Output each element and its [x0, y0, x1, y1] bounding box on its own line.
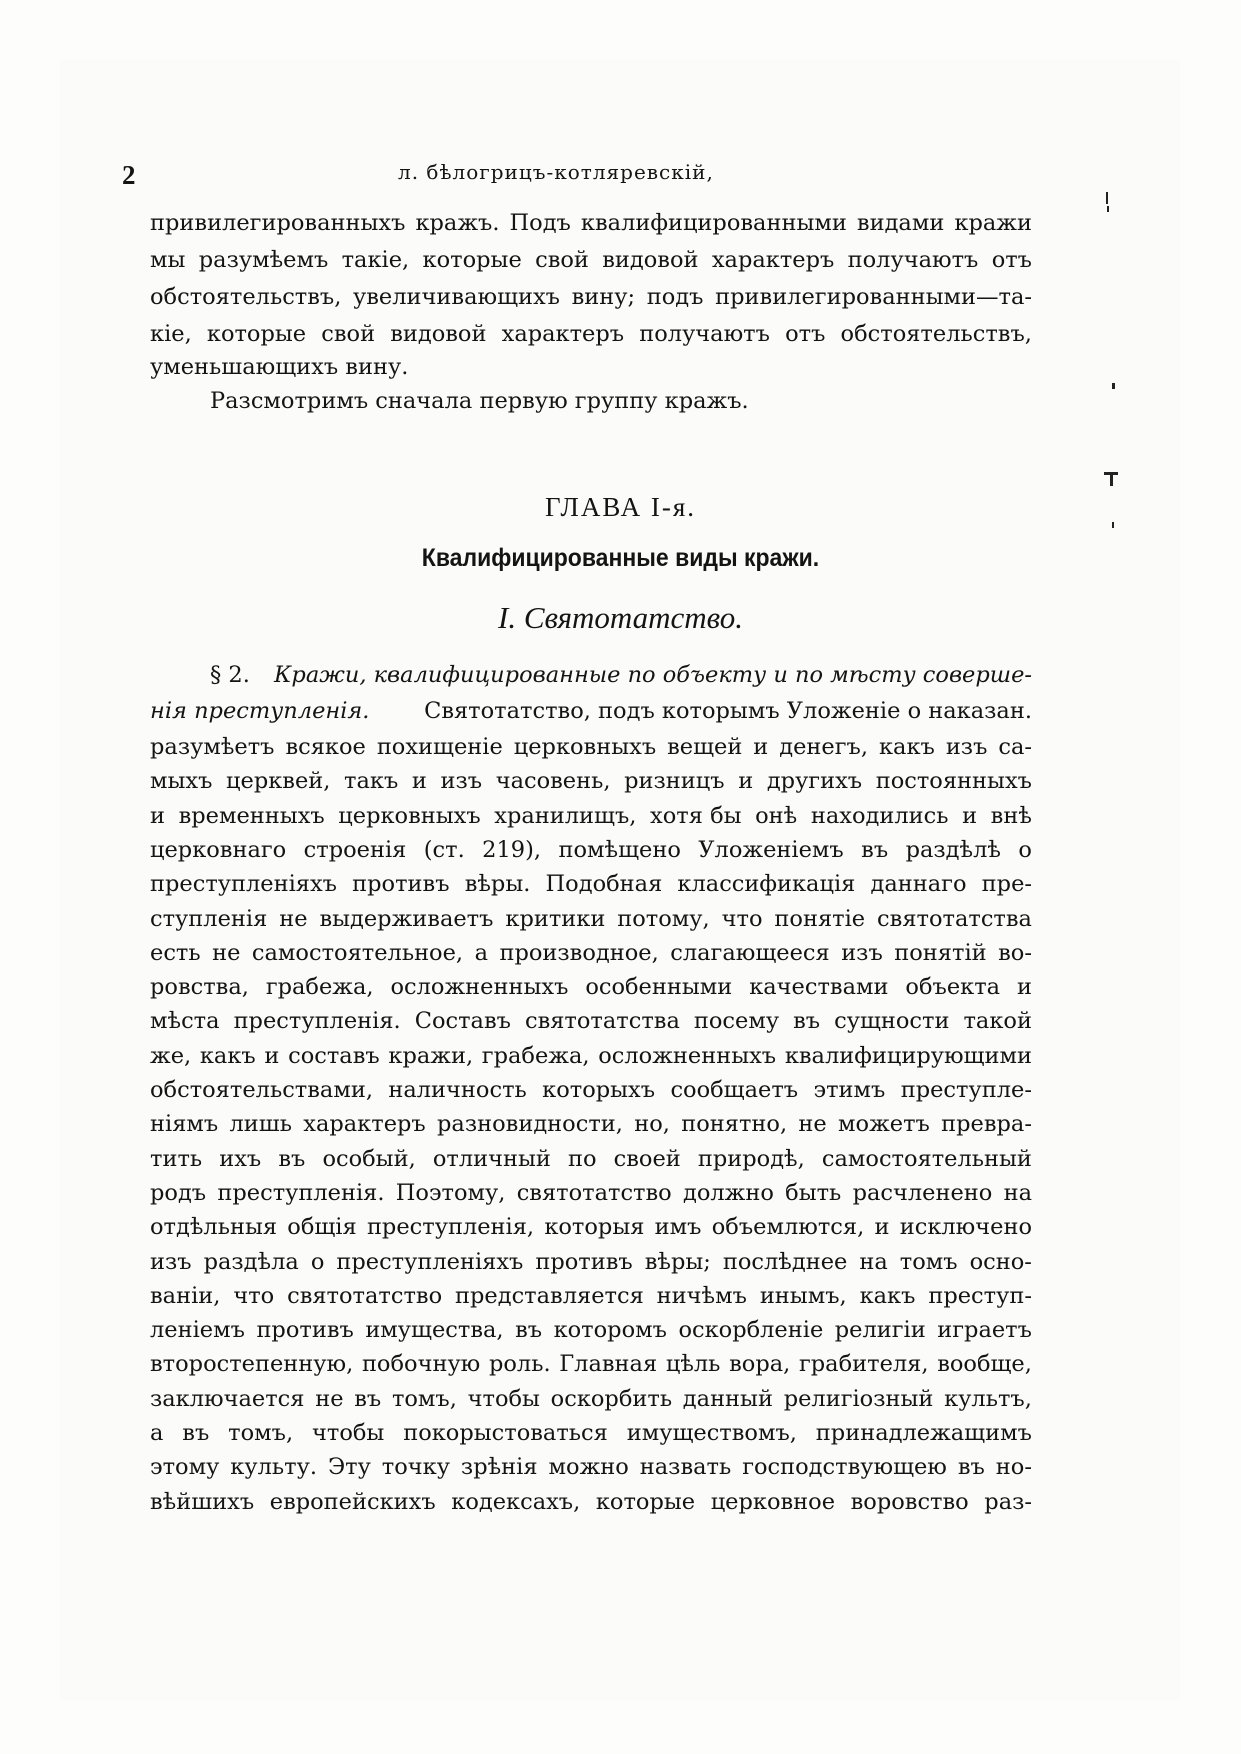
word: изъ: [440, 768, 483, 794]
word: понятно,: [681, 1111, 788, 1137]
word: Подобная: [545, 871, 663, 897]
word: видовой: [390, 321, 487, 347]
word: обстоятельствами,: [150, 1077, 373, 1103]
paragraph-line: [150, 1281, 1032, 1311]
word: религіозный: [783, 1386, 934, 1412]
word: наличность: [388, 1077, 527, 1103]
word: са-: [998, 734, 1032, 760]
section-sign: § 2.: [210, 662, 250, 688]
word: господствующею: [742, 1454, 947, 1480]
word: разумѣетъ: [150, 734, 275, 760]
word: религіи: [834, 1317, 926, 1343]
word: преступленія,: [366, 1214, 535, 1240]
word: отъ: [991, 247, 1032, 273]
word: характеръ: [711, 247, 835, 273]
word: денегъ,: [779, 734, 869, 760]
paragraph-line: [150, 1315, 1032, 1345]
word: выдерживаетъ: [319, 906, 494, 932]
word: ризницъ: [624, 768, 725, 794]
word: святотатство: [516, 1180, 672, 1206]
word: раз-: [984, 1489, 1032, 1515]
word: раздѣла: [203, 1249, 299, 1275]
word: своей: [613, 1146, 681, 1172]
word: не: [279, 906, 308, 932]
word: разумѣемъ: [198, 247, 329, 273]
word: и: [738, 768, 754, 794]
chapter-heading: ГЛАВА І-я.: [544, 492, 697, 522]
word: кіе,: [150, 321, 192, 347]
word: привилегированныхъ: [150, 210, 406, 236]
word: качествами: [749, 974, 889, 1000]
word: получаютъ: [847, 247, 979, 273]
word: ваніи,: [150, 1283, 221, 1309]
word: такой: [963, 1008, 1032, 1034]
word: которыхъ: [542, 1077, 656, 1103]
word: часовень,: [495, 768, 611, 794]
word: но-: [995, 1454, 1032, 1480]
word: Эту: [327, 1454, 371, 1480]
word: можетъ: [838, 1111, 930, 1137]
word: особый,: [322, 1146, 416, 1172]
intro-closing-line: Разсмотримъ сначала первую группу кражъ.: [210, 388, 749, 414]
word: въ: [793, 1008, 821, 1034]
paragraph-second-line-text: Святотатство, подъ которымъ Уложеніе о наказан.: [424, 698, 1032, 724]
word: обстоятельствъ,: [150, 284, 342, 310]
word: какъ: [878, 734, 935, 760]
word: ничѣмъ: [656, 1283, 747, 1309]
word: можно: [548, 1454, 629, 1480]
word: подъ: [646, 284, 704, 310]
paragraph-line: [150, 938, 1032, 968]
word: видами: [856, 210, 945, 236]
word: осно-: [969, 1249, 1032, 1275]
word: томъ: [899, 1249, 958, 1275]
word: преступленіяхъ: [150, 871, 337, 897]
word: а: [150, 1420, 164, 1446]
word: представляется: [455, 1283, 644, 1309]
paragraph-line: [150, 1384, 1032, 1414]
word: самостоятельный: [821, 1146, 1032, 1172]
word: ихъ: [219, 1146, 262, 1172]
word: какъ: [199, 1043, 256, 1069]
word: вину;: [571, 284, 636, 310]
word: и: [962, 803, 978, 829]
word: и: [150, 803, 165, 829]
word: имуществомъ,: [626, 1420, 797, 1446]
word: покорыстоваться: [403, 1420, 608, 1446]
word: этому: [150, 1454, 220, 1480]
word: тить: [150, 1146, 203, 1172]
word: и: [1016, 974, 1032, 1000]
word: 219),: [482, 837, 542, 863]
word: онѣ: [755, 803, 798, 829]
word: на: [1003, 1180, 1032, 1206]
intro-line: уменьшающихъ вину.: [150, 354, 409, 380]
word: которые: [206, 321, 307, 347]
word: осложненныхъ: [390, 974, 569, 1000]
margin-speck: [1112, 522, 1114, 528]
intro-line: [150, 245, 1032, 275]
paragraph-first-line: [210, 660, 1032, 690]
word: роль.: [488, 1351, 551, 1377]
word: квалифицирующими: [784, 1043, 1032, 1069]
word: слагающееся: [670, 940, 830, 966]
word: другихъ: [766, 768, 863, 794]
word: инымъ,: [759, 1283, 847, 1309]
word: изъ: [841, 940, 883, 966]
word: леніемъ: [150, 1317, 245, 1343]
paragraph-rubric-end: нія преступленія.: [150, 698, 370, 724]
word: въ: [957, 1454, 985, 1480]
word: находились: [810, 803, 949, 829]
word: въ: [861, 837, 889, 863]
word: производное,: [499, 940, 659, 966]
word: помѣщено: [558, 837, 681, 863]
paragraph-rubric: Кражи, квалифицированные по объекту и по мѣсту соверше-: [274, 662, 1032, 688]
word: быть: [785, 1180, 842, 1206]
word: культъ,: [944, 1386, 1032, 1412]
word: церковныхъ: [338, 803, 481, 829]
word: исключено: [899, 1214, 1032, 1240]
word: въ: [182, 1420, 210, 1446]
word: послѣднее: [722, 1249, 848, 1275]
word: что: [721, 906, 763, 932]
word: Главная: [559, 1351, 658, 1377]
paragraph-line: [150, 1075, 1032, 1105]
word: увеличивающихъ: [353, 284, 560, 310]
word: такіе,: [341, 247, 410, 273]
word: же,: [150, 1043, 192, 1069]
word: сообщаетъ: [670, 1077, 799, 1103]
word: какъ: [859, 1283, 916, 1309]
word: играетъ: [937, 1317, 1032, 1343]
paragraph-line: [150, 835, 1032, 865]
word: похищеніе: [376, 734, 503, 760]
word: такъ: [344, 768, 399, 794]
word: получаютъ: [639, 321, 770, 347]
word: кодексахъ,: [451, 1489, 581, 1515]
paragraph-line: [150, 1452, 1032, 1482]
word: но,: [634, 1111, 670, 1137]
word: природѣ,: [697, 1146, 805, 1172]
section-title: I. Святотатство.: [498, 600, 743, 635]
word: грабежа,: [265, 974, 374, 1000]
word: видовой: [602, 247, 699, 273]
word: культу.: [230, 1454, 317, 1480]
word: понятій: [894, 940, 987, 966]
word: есть: [150, 940, 201, 966]
word: свой: [321, 321, 376, 347]
word: что: [233, 1283, 275, 1309]
word: хотя бы: [650, 803, 742, 829]
word: о: [310, 1249, 325, 1275]
word: Уложеніемъ: [698, 837, 844, 863]
word: разновидности,: [437, 1111, 623, 1137]
word: изъ: [945, 734, 988, 760]
word: церковнаго: [150, 837, 287, 863]
margin-speck: [1107, 206, 1109, 212]
word: расчленено: [852, 1180, 993, 1206]
word: потому,: [617, 906, 710, 932]
word: внѣ: [990, 803, 1032, 829]
word: квалифицированными: [580, 210, 847, 236]
word: церквей,: [226, 768, 331, 794]
intro-line: [150, 282, 1032, 312]
word: этимъ: [813, 1077, 886, 1103]
paragraph-line: [150, 766, 1032, 796]
word: родъ: [150, 1180, 207, 1206]
paragraph-line: [150, 1006, 1032, 1036]
paragraph-line: [150, 1349, 1032, 1379]
word: отличный: [432, 1146, 551, 1172]
paragraph-line: [150, 1418, 1032, 1448]
word: противъ: [352, 871, 450, 897]
word: церковное: [710, 1489, 836, 1515]
word: цѣль: [665, 1351, 721, 1377]
margin-speck: [1106, 192, 1108, 204]
word: томъ,: [228, 1420, 294, 1446]
word: а: [474, 940, 488, 966]
word: которыя: [544, 1214, 645, 1240]
word: осложненныхъ: [598, 1043, 777, 1069]
paragraph-line: [150, 972, 1032, 1002]
word: чтобы: [467, 1386, 540, 1412]
margin-speck: [1112, 383, 1115, 389]
intro-line: [150, 208, 1032, 238]
word: которые: [422, 247, 522, 273]
word: преступ-: [928, 1283, 1032, 1309]
word: мѣста: [150, 1008, 220, 1034]
word: самостоятельное,: [251, 940, 464, 966]
word: критики: [505, 906, 606, 932]
word: оскорбить: [550, 1386, 673, 1412]
word: грабителя,: [798, 1351, 929, 1377]
word: вора,: [729, 1351, 791, 1377]
word: особенными: [585, 974, 733, 1000]
paragraph-second-line: [150, 696, 1032, 726]
word: составъ: [288, 1043, 380, 1069]
word: принадлежащимъ: [815, 1420, 1032, 1446]
word: хранилищъ,: [494, 803, 637, 829]
word: отдѣльныя: [150, 1214, 278, 1240]
word: зрѣнія: [460, 1454, 538, 1480]
word: во-: [998, 940, 1032, 966]
word: имущества,: [365, 1317, 504, 1343]
word: всякое: [285, 734, 366, 760]
word: церковныхъ: [513, 734, 657, 760]
word: даннаго: [870, 871, 967, 897]
word: и: [874, 1214, 890, 1240]
paragraph-line: [150, 1041, 1032, 1071]
word: не: [798, 1111, 827, 1137]
word: общія: [287, 1214, 357, 1240]
word: святотатства: [877, 906, 1032, 932]
word: второстепенную,: [150, 1351, 354, 1377]
word: (ст.: [423, 837, 465, 863]
word: въ: [354, 1386, 382, 1412]
word: назвать: [639, 1454, 732, 1480]
word: побочную: [361, 1351, 481, 1377]
word: противъ: [535, 1249, 633, 1275]
word: пре-: [981, 871, 1032, 897]
margin-speck: [1110, 472, 1113, 486]
word: мы: [150, 247, 186, 273]
word: чтобы: [312, 1420, 385, 1446]
word: характеръ: [303, 1111, 426, 1137]
word: объемлются,: [711, 1214, 865, 1240]
word: и: [264, 1043, 280, 1069]
word: въ: [515, 1317, 543, 1343]
word: вѣры;: [644, 1249, 711, 1275]
word: Подъ: [509, 210, 571, 236]
word: привилегированными—та-: [715, 284, 1032, 310]
word: о: [1018, 837, 1032, 863]
word: ступленія: [150, 906, 268, 932]
word: сущности: [834, 1008, 950, 1034]
paragraph-line: [150, 1247, 1032, 1277]
word: данный: [682, 1386, 773, 1412]
word: и: [753, 734, 769, 760]
word: ровства,: [150, 974, 249, 1000]
word: по: [567, 1146, 597, 1172]
word: характеръ: [501, 321, 625, 347]
page-number: 2: [122, 160, 136, 190]
word: томъ,: [391, 1386, 457, 1412]
word: преступленія.: [233, 1008, 401, 1034]
word: должно: [682, 1180, 774, 1206]
word: постоянныхъ: [875, 768, 1032, 794]
word: Поэтому,: [395, 1180, 506, 1206]
word: европейскихъ: [269, 1489, 436, 1515]
word: воровство: [850, 1489, 969, 1515]
word: точку: [381, 1454, 450, 1480]
word: вообще,: [937, 1351, 1032, 1377]
word: вещей: [667, 734, 743, 760]
word: раздѣлѣ: [905, 837, 1001, 863]
running-head: л. бѣлогрицъ-котляревскій,: [398, 160, 714, 184]
word: классификація: [677, 871, 856, 897]
word: Составъ: [414, 1008, 511, 1034]
word: вѣры.: [464, 871, 531, 897]
word: кражи: [954, 210, 1032, 236]
word: отъ: [785, 321, 826, 347]
word: святотатство: [287, 1283, 443, 1309]
word: кражи,: [388, 1043, 474, 1069]
word: заключается: [150, 1386, 305, 1412]
paragraph-line: [150, 1109, 1032, 1139]
word: изъ: [150, 1249, 192, 1275]
word: временныхъ: [178, 803, 325, 829]
paragraph-line: [150, 732, 1032, 762]
word: вѣйшихъ: [150, 1489, 255, 1515]
paragraph-line: [150, 1212, 1032, 1242]
intro-line: [150, 319, 1032, 349]
paragraph-line: [150, 1144, 1032, 1174]
word: ніямъ: [150, 1111, 219, 1137]
paragraph-line: [150, 869, 1032, 899]
paragraph-line: [150, 801, 1032, 831]
word: грабежа,: [481, 1043, 590, 1069]
word: преступле-: [900, 1077, 1032, 1103]
chapter-subtitle: Квалифицированные виды кражи.: [421, 544, 820, 572]
word: объекта: [905, 974, 1001, 1000]
word: оскорбленіе: [678, 1317, 824, 1343]
word: имъ: [654, 1214, 702, 1240]
word: преступленіяхъ: [336, 1249, 524, 1275]
word: строенія: [303, 837, 407, 863]
word: лишь: [229, 1111, 292, 1137]
word: противъ: [256, 1317, 354, 1343]
word: понятіе: [774, 906, 866, 932]
word: которомъ: [553, 1317, 667, 1343]
word: свой: [535, 247, 589, 273]
word: превра-: [941, 1111, 1032, 1137]
paragraph-line: [150, 904, 1032, 934]
word: мыхъ: [150, 768, 213, 794]
paragraph-line: [150, 1178, 1032, 1208]
word: которые: [595, 1489, 696, 1515]
word: на: [859, 1249, 888, 1275]
word: святотатства: [524, 1008, 680, 1034]
word: обстоятельствъ,: [840, 321, 1032, 347]
paragraph-line: [150, 1487, 1032, 1517]
word: преступленія.: [217, 1180, 385, 1206]
word: и: [411, 768, 427, 794]
word: посему: [693, 1008, 780, 1034]
word: кражъ.: [415, 210, 500, 236]
word: не: [212, 940, 241, 966]
word: въ: [278, 1146, 306, 1172]
word: не: [315, 1386, 344, 1412]
